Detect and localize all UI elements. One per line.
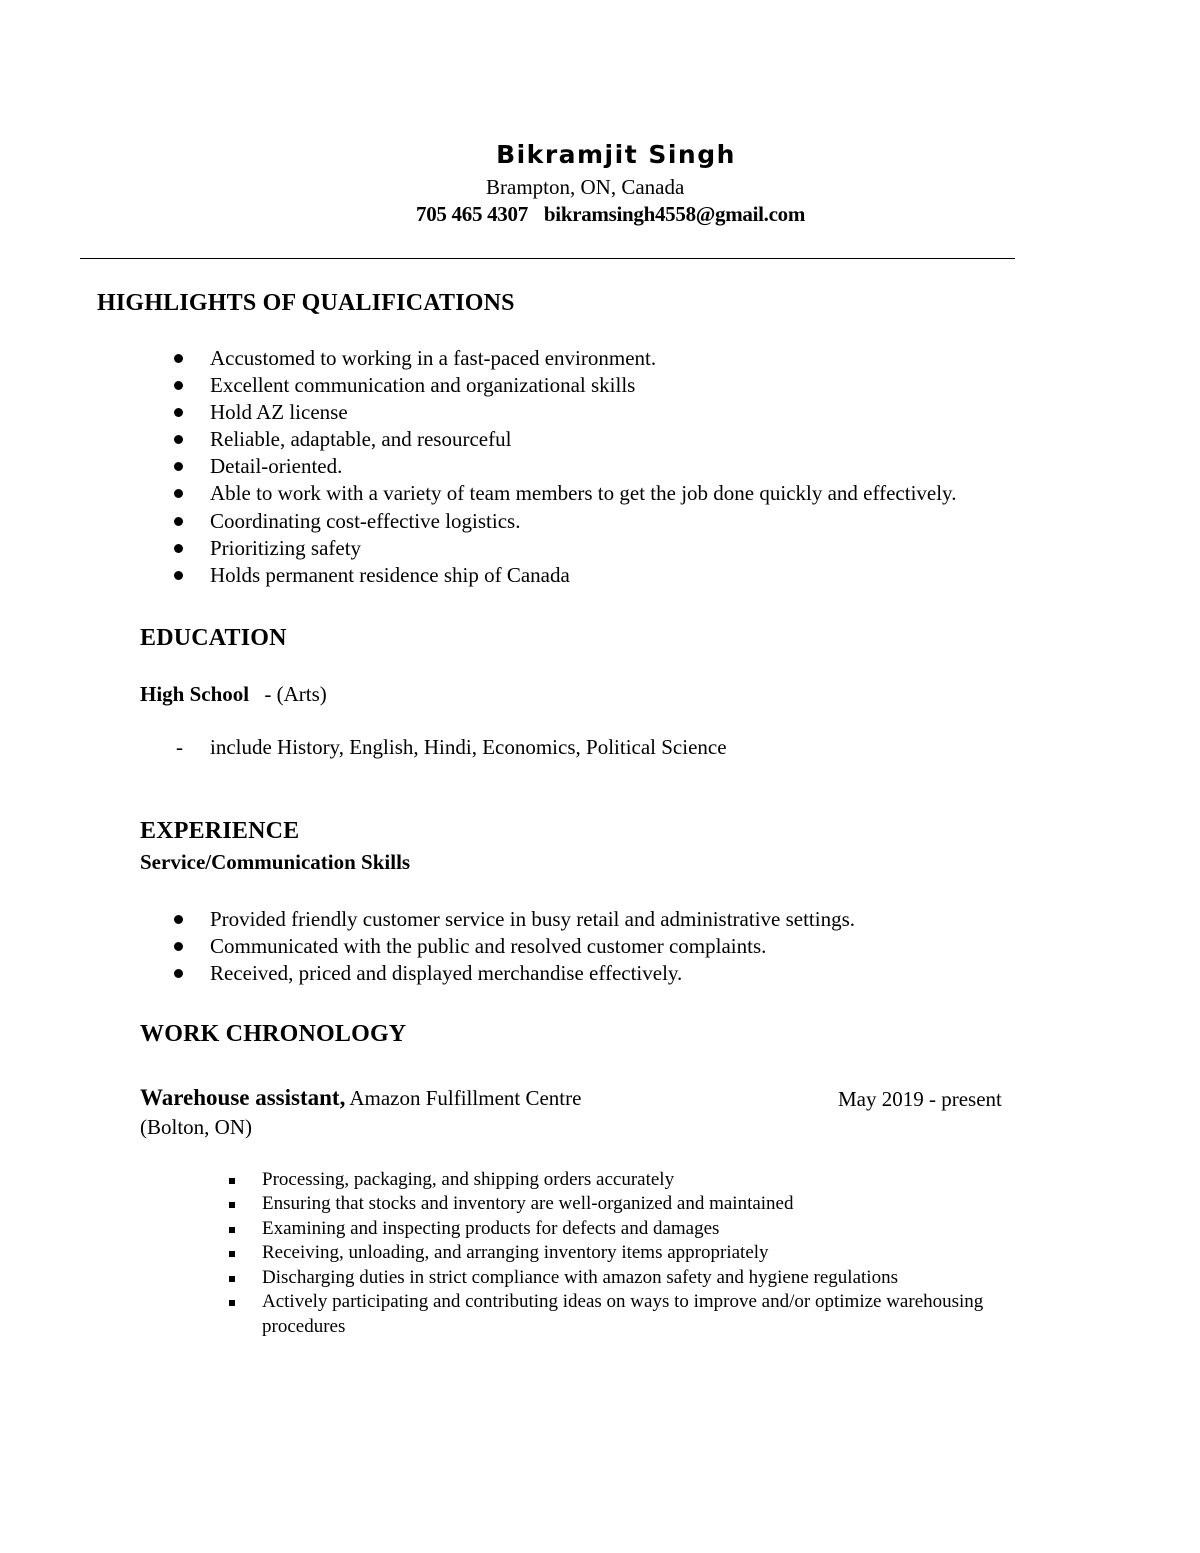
job-line <box>140 1085 581 1111</box>
square-bullet-icon <box>229 1178 235 1184</box>
bullet-icon <box>174 969 183 978</box>
square-bullet-icon <box>229 1251 235 1257</box>
school-stream: - (Arts) <box>264 682 327 706</box>
highlight-item: Able to work with a variety of team members to get the job done quickly and effectively. <box>210 481 957 505</box>
experience-item: Provided friendly customer service in busy retail and administrative settings. <box>210 907 856 931</box>
employer-name: Amazon Fulfillment Centre <box>349 1086 582 1110</box>
highlight-item: Coordinating cost-effective logistics. <box>210 509 521 533</box>
duty-item: Actively participating and contributing ideas on ways to improve and/or optimize warehousing <box>262 1291 984 1312</box>
bullet-icon <box>174 462 183 471</box>
highlight-item: Reliable, adaptable, and resourceful <box>210 427 512 451</box>
email-address: bikramsingh4558@gmail.com <box>543 202 806 226</box>
education-entry <box>140 682 327 707</box>
job-title: Warehouse assistant, <box>140 1085 346 1110</box>
work-heading: WORK CHRONOLOGY <box>140 1021 407 1047</box>
bullet-icon <box>174 571 183 580</box>
duty-item-continuation: procedures <box>262 1316 346 1337</box>
bullet-icon <box>174 544 183 553</box>
experience-heading: EXPERIENCE <box>140 818 300 844</box>
highlight-item: Prioritizing safety <box>210 536 362 560</box>
bullet-icon <box>174 354 183 363</box>
header-divider <box>80 258 1015 259</box>
job-dates: May 2019 - present <box>838 1087 1002 1111</box>
duty-item: Processing, packaging, and shipping orders accurately <box>262 1169 675 1190</box>
highlight-item: Excellent communication and organizational skills <box>210 373 636 397</box>
highlight-item: Detail-oriented. <box>210 454 343 478</box>
experience-item: Communicated with the public and resolved customer complaints. <box>210 934 767 958</box>
highlight-item: Holds permanent residence ship of Canada <box>210 563 570 587</box>
duty-item: Ensuring that stocks and inventory are well-organized and maintained <box>262 1193 794 1214</box>
experience-item: Received, priced and displayed merchandise effectively. <box>210 961 683 985</box>
square-bullet-icon <box>229 1300 235 1306</box>
experience-subheading: Service/Communication Skills <box>140 850 411 874</box>
bullet-icon <box>174 942 183 951</box>
education-heading: EDUCATION <box>140 625 287 651</box>
bullet-icon <box>174 517 183 526</box>
square-bullet-icon <box>229 1227 235 1233</box>
phone-number: 705 465 4307 <box>416 202 528 226</box>
duty-item: Discharging duties in strict compliance with amazon safety and hygiene regulations <box>262 1267 898 1288</box>
contact-line <box>416 202 805 227</box>
duty-item: Receiving, unloading, and arranging inventory items appropriately <box>262 1242 769 1263</box>
dash-icon: - <box>176 735 183 759</box>
square-bullet-icon <box>229 1276 235 1282</box>
education-subjects: include History, English, Hindi, Economics, Political Science <box>210 735 727 759</box>
job-location: (Bolton, ON) <box>140 1115 252 1139</box>
highlight-item: Accustomed to working in a fast-paced environment. <box>210 346 657 370</box>
highlight-item: Hold AZ license <box>210 400 348 424</box>
candidate-location: Brampton, ON, Canada <box>486 175 685 199</box>
highlights-heading: HIGHLIGHTS OF QUALIFICATIONS <box>97 290 515 316</box>
bullet-icon <box>174 435 183 444</box>
bullet-icon <box>174 408 183 417</box>
candidate-name: Bikramjit Singh <box>496 140 736 169</box>
bullet-icon <box>174 489 183 498</box>
duty-item: Examining and inspecting products for defects and damages <box>262 1218 720 1239</box>
bullet-icon <box>174 915 183 924</box>
bullet-icon <box>174 381 183 390</box>
square-bullet-icon <box>229 1202 235 1208</box>
school-name: High School <box>140 682 250 706</box>
